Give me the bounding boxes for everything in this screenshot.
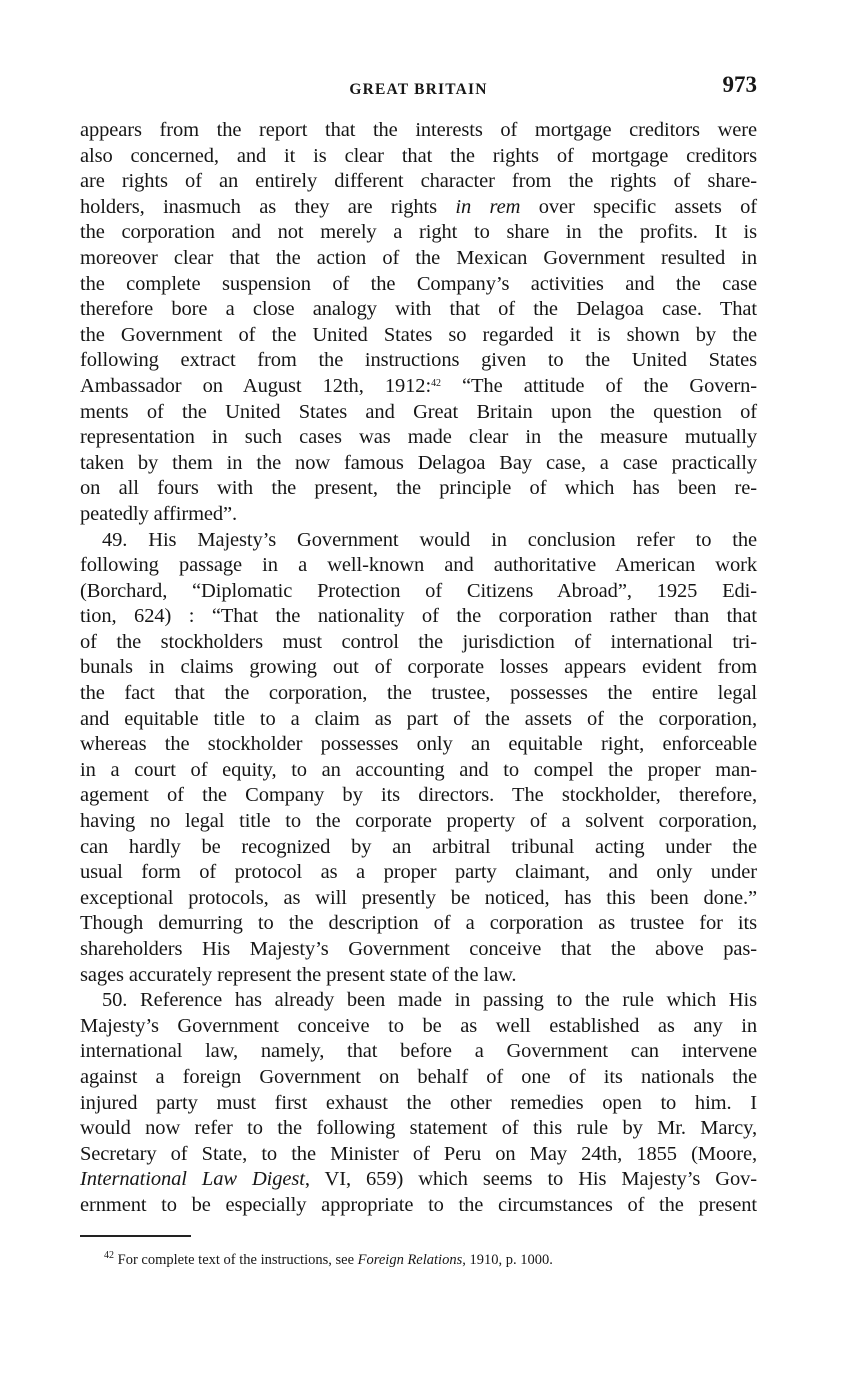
footnote-source-title: Foreign Relations bbox=[357, 1252, 463, 1268]
text-line: the corporation and not merely a right to share in the profits. It is bbox=[80, 221, 757, 244]
text-line: moreover clear that the action of the Mexican Government resulted in bbox=[80, 246, 757, 269]
text-run: holders, inasmuch as they are rights bbox=[80, 195, 456, 218]
text-line: shareholders His Majesty’s Government conceive that the above pas- bbox=[80, 938, 757, 960]
text-line: tion, 624) : “That the nationality of the corporation rather than that bbox=[80, 605, 757, 628]
text-line: also concerned, and it is clear that the rights of mortgage creditors bbox=[80, 144, 757, 167]
text-run: “The attitude of the Govern- bbox=[440, 374, 757, 397]
text-line: are rights of an entirely different character from the rights of share- bbox=[80, 170, 757, 193]
running-head: GREAT BRITAIN bbox=[349, 81, 488, 98]
text-line: whereas the stockholder possesses only an equitable right, enforceable bbox=[80, 733, 757, 756]
text-run: , VI, 659) which seems to His Majesty’s Gov- bbox=[304, 1168, 757, 1191]
text-line: would now refer to the following statement of this rule by Mr. Marcy, bbox=[80, 1117, 757, 1140]
text-line: Majesty’s Government conceive to be as well established as any in bbox=[80, 1014, 757, 1037]
text-line bbox=[80, 195, 757, 221]
text-line: against a foreign Government on behalf of one of its nationals the bbox=[80, 1065, 757, 1088]
text-line: in a court of equity, to an accounting and to compel the proper man- bbox=[80, 758, 757, 781]
footnote-text: For complete text of the instructions, see bbox=[114, 1252, 358, 1268]
paragraph-49-start: 49. His Majesty’s Government would in conclusion refer to the bbox=[102, 528, 757, 551]
text-run: Ambassador on August 12th, 1912: bbox=[80, 374, 432, 397]
page-number: 973 bbox=[722, 72, 757, 97]
text-line: Though demurring to the description of a corporation as trustee for its bbox=[80, 912, 757, 935]
text-line: the Government of the United States so regarded it is shown by the bbox=[80, 323, 757, 346]
text-line: (Borchard, “Diplomatic Protection of Citizens Abroad”, 1925 Edi- bbox=[80, 579, 757, 602]
text-line: of the stockholders must control the jurisdiction of international tri- bbox=[80, 630, 757, 653]
text-line: bunals in claims growing out of corporate losses appears evident from bbox=[80, 656, 757, 679]
text-line: exceptional protocols, as will presently be noticed, has this been done.” bbox=[80, 886, 757, 909]
text-line: therefore bore a close analogy with that of the Delagoa case. That bbox=[80, 298, 757, 321]
italic-citation: International Law Digest bbox=[80, 1168, 305, 1191]
footnote-divider bbox=[80, 1235, 191, 1237]
text-line: ernment to be especially appropriate to the circumstances of the present bbox=[80, 1193, 757, 1216]
paragraph-50-start: 50. Reference has already been made in passing to the rule which His bbox=[102, 989, 757, 1012]
text-line: the fact that the corporation, the trustee, possesses the entire legal bbox=[80, 682, 757, 705]
footnote-text: , 1910, p. 1000. bbox=[462, 1252, 553, 1268]
text-line bbox=[80, 374, 757, 400]
text-line: taken by them in the now famous Delagoa Bay case, a case practically bbox=[80, 451, 757, 474]
text-line: injured party must first exhaust the other remedies open to him. I bbox=[80, 1091, 757, 1114]
text-line: agement of the Company by its directors. The stockholder, therefore, bbox=[80, 784, 757, 807]
page-header bbox=[80, 72, 757, 104]
text-line: Secretary of State, to the Minister of Peru on May 24th, 1855 (Moore, bbox=[80, 1142, 757, 1165]
text-line: sages accurately represent the present state of the law. bbox=[80, 963, 517, 986]
text-line: peatedly affirmed”. bbox=[80, 502, 238, 525]
text-line: the complete suspension of the Company’s activities and the case bbox=[80, 272, 757, 295]
text-line: having no legal title to the corporate property of a solvent corporation, bbox=[80, 810, 757, 833]
text-line: on all fours with the present, the principle of which has been re- bbox=[80, 477, 757, 500]
text-line: representation in such cases was made clear in the measure mutually bbox=[80, 426, 757, 449]
footnote-reference: 42 bbox=[431, 377, 441, 389]
text-line: following extract from the instructions given to the United States bbox=[80, 349, 757, 372]
text-line: usual form of protocol as a proper party claimant, and only under bbox=[80, 861, 757, 884]
footnote-marker: 42 bbox=[104, 1250, 114, 1261]
text-line bbox=[80, 1167, 757, 1193]
text-line: appears from the report that the interests of mortgage creditors were bbox=[80, 119, 757, 141]
text-line: following passage in a well-known and authoritative American work bbox=[80, 554, 757, 577]
text-line: international law, namely, that before a Government can intervene bbox=[80, 1040, 757, 1063]
body-text bbox=[80, 118, 757, 1219]
italic-term: in rem bbox=[455, 195, 521, 218]
text-line: can hardly be recognized by an arbitral tribunal acting under the bbox=[80, 835, 757, 858]
text-line: ments of the United States and Great Britain upon the question of bbox=[80, 400, 757, 423]
text-run: over specific assets of bbox=[520, 195, 758, 218]
footnote bbox=[104, 1250, 553, 1270]
text-line: and equitable title to a claim as part of the assets of the corporation, bbox=[80, 707, 757, 730]
